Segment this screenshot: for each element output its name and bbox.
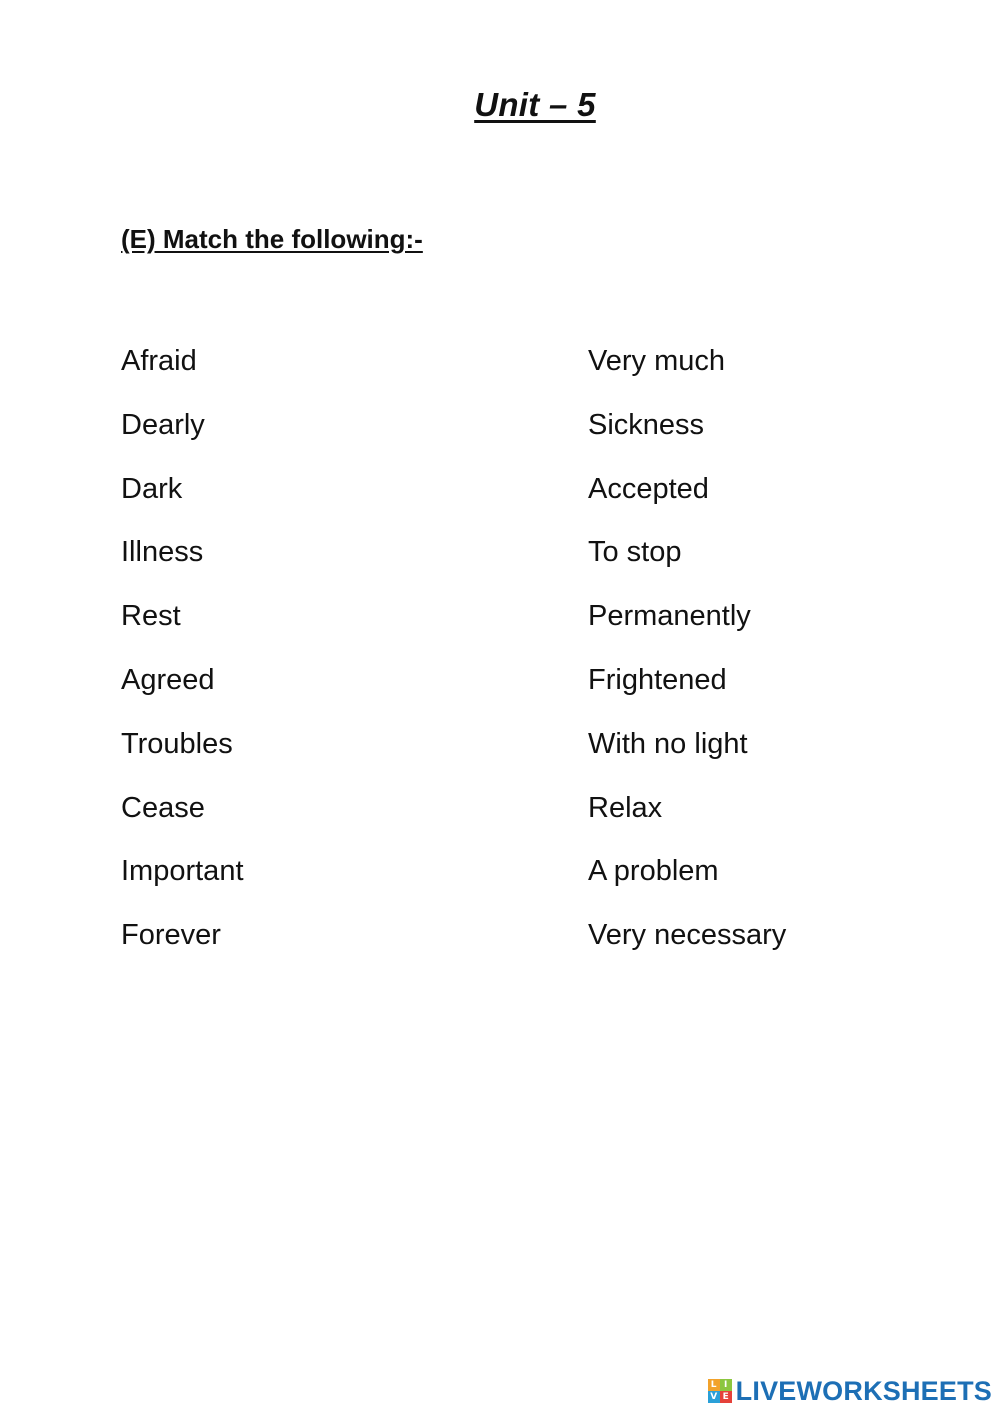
right-word: Very necessary [588,919,787,952]
match-row [121,597,881,661]
left-word: Afraid [121,345,197,377]
left-word: Forever [121,919,221,952]
left-word: Rest [121,600,181,633]
match-row [121,789,881,853]
left-word: Dearly [121,408,205,441]
logo-letter: I [720,1379,732,1391]
logo-letter: V [708,1391,720,1403]
liveworksheets-logo-icon [708,1379,732,1403]
right-word: Permanently [588,600,751,633]
right-word: Relax [588,791,663,824]
left-word: Troubles [121,727,233,760]
match-list [121,342,881,980]
logo-letter: L [708,1379,720,1391]
match-row [121,470,881,534]
watermark-text: LIVEWORKSHEETS [735,1375,992,1406]
left-word: Illness [121,536,204,569]
match-row [121,661,881,725]
left-word: Agreed [121,663,215,696]
page-title: Unit – 5 [474,86,596,123]
left-word: Dark [121,472,183,505]
logo-letter: E [720,1391,732,1403]
match-row [121,916,881,980]
right-word: Frightened [588,663,727,696]
left-word: Important [121,855,244,888]
match-row [121,342,881,406]
right-word: With no light [588,727,748,760]
match-row [121,406,881,470]
liveworksheets-watermark [708,1375,992,1407]
instruction-heading: (E) Match the following:- [121,224,423,254]
right-word: To stop [588,536,682,569]
left-word: Cease [121,791,205,824]
match-row [121,533,881,597]
right-word: Sickness [588,408,705,441]
right-word: Accepted [588,472,709,505]
right-word: Very much [588,345,725,377]
right-word: A problem [588,855,719,888]
match-row [121,725,881,789]
match-row [121,852,881,916]
